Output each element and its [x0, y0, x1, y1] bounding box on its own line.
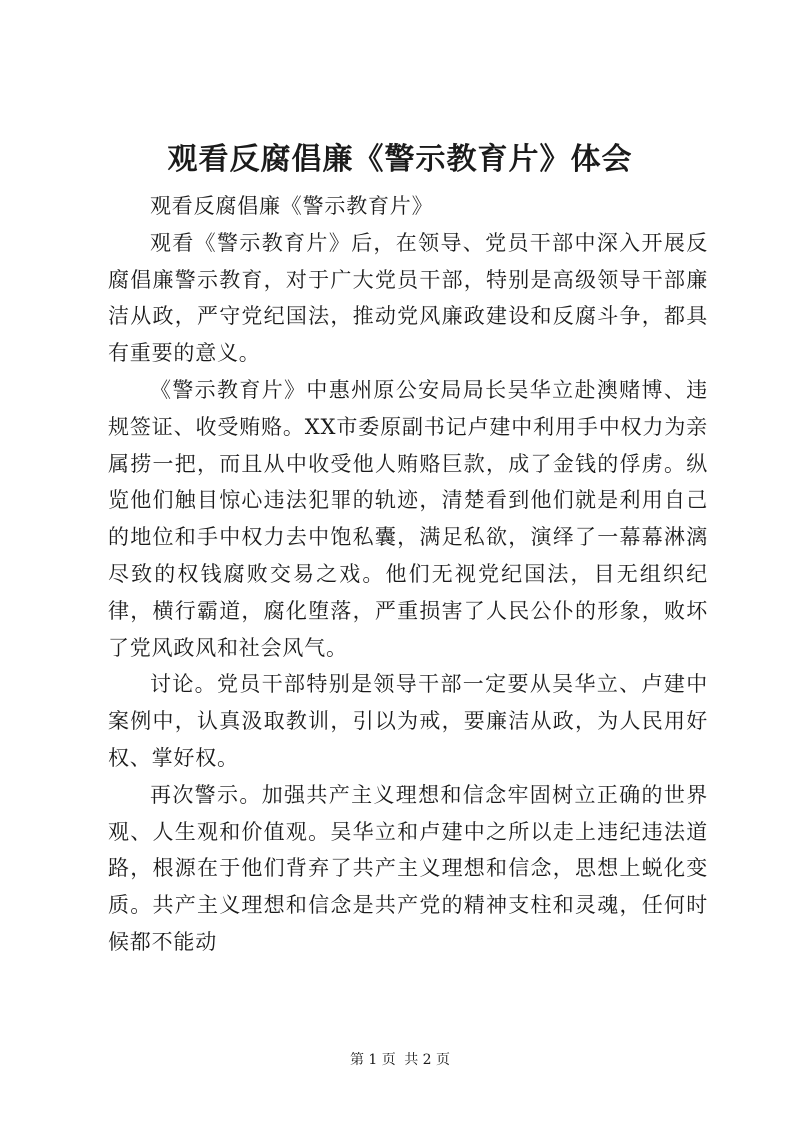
- paragraph-cases: 《警示教育片》中惠州原公安局局长吴华立赴澳赌博、违规签证、收受贿赂。XX市委原副书记卢建中利用手中权力为亲属捞一把，而且从中收受他人贿赂巨款，成了金钱的俘虏。纵览他们触目惊心违法犯罪的轨迹，清楚看到他们就是利用自己的地位和手中权力去中饱私囊，满足私欲，演绎了一幕幕淋漓尽致的权钱腐败交易之戏。他们无视党纪国法，目无组织纪律，横行霸道，腐化堕落，严重损害了人民公仆的形象，败坏了党风政风和社会风气。: [108, 377, 708, 660]
- paragraph-warning: 再次警示。加强共产主义理想和信念牢固树立正确的世界观、人生观和价值观。吴华立和卢建中之所以走上违纪违法道路，根源在于他们背弃了共产主义理想和信念，思想上蜕化变质。共产主义理想和信念是共产党的精神支柱和灵魂，任何时候都不能动: [108, 782, 708, 954]
- paragraph-discussion: 讨论。党员干部特别是领导干部一定要从吴华立、卢建中案例中，认真汲取教训，引以为戒，要廉洁从政，为人民用好权、掌好权。: [108, 672, 708, 770]
- document-title: 观看反腐倡廉《警示教育片》体会: [167, 142, 633, 177]
- page-total: 共 2 页: [404, 1052, 451, 1068]
- paragraph-subtitle: 观看反腐倡廉《警示教育片》: [150, 194, 434, 218]
- page-number: 第 1 页: [349, 1052, 396, 1068]
- document-body: [108, 188, 708, 961]
- paragraph-intro: 观看《警示教育片》后，在领导、党员干部中深入开展反腐倡廉警示教育，对于广大党员干部，特别是高级领导干部廉洁从政，严守党纪国法，推动党风廉政建设和反腐斗争，都具有重要的意义。: [108, 230, 708, 366]
- page-footer: [0, 1050, 800, 1070]
